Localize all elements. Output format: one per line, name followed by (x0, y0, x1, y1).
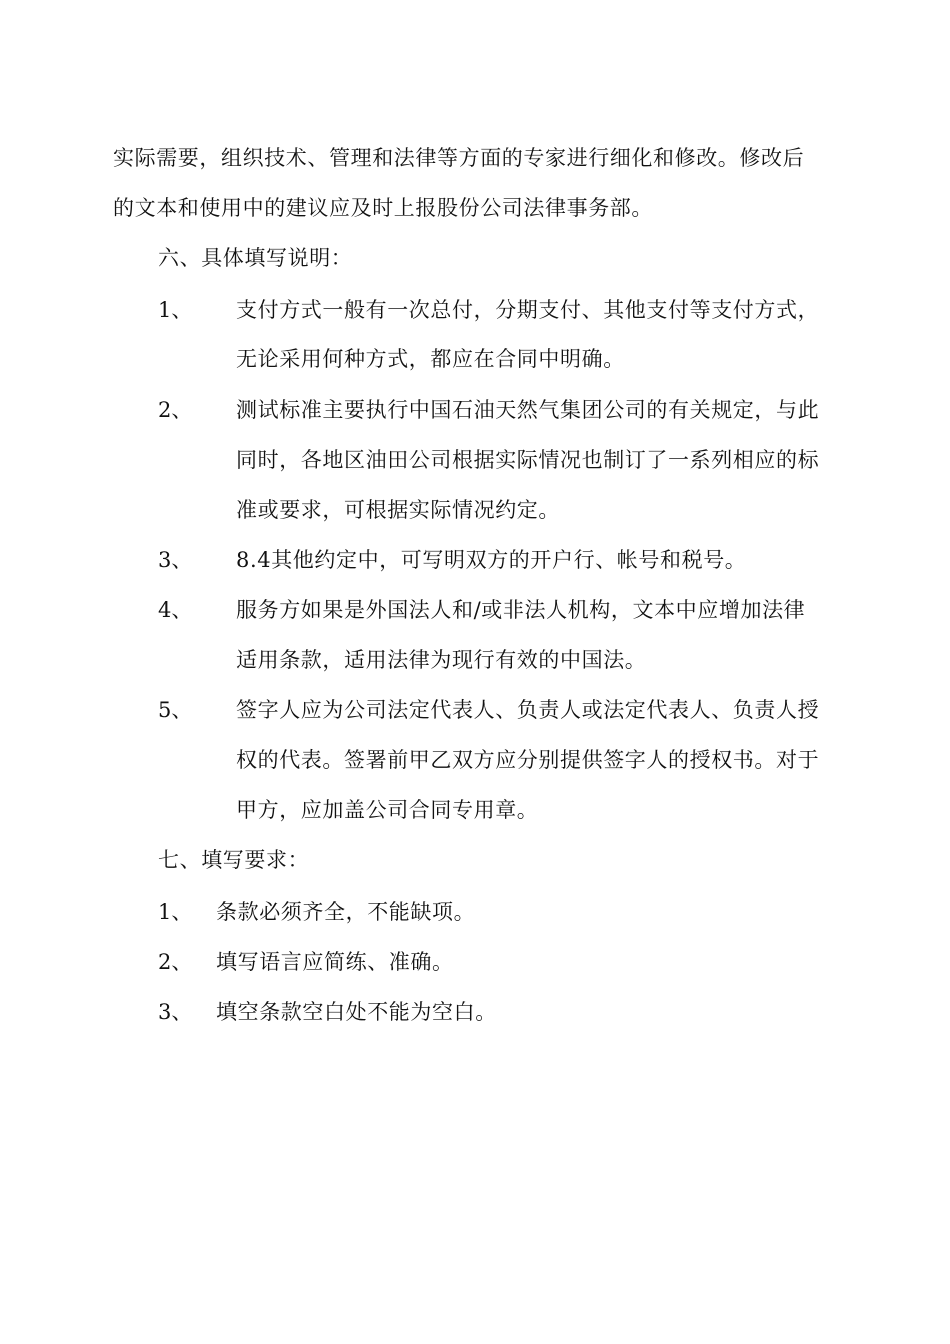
list-number: 2、 (158, 950, 193, 974)
list-number: 1、 (158, 298, 193, 322)
list-item-line: 条款必须齐全，不能缺项。 (216, 900, 476, 924)
paragraph-line: 的文本和使用中的建议应及时上报股份公司法律事务部。 (113, 196, 653, 220)
section-heading: 七、填写要求： (158, 848, 310, 872)
list-item-line: 填写语言应简练、准确。 (216, 950, 454, 974)
list-number: 3、 (158, 548, 193, 572)
list-item-line: 测试标准主要执行中国石油天然气集团公司的有关规定，与此 (236, 398, 820, 422)
list-number: 3、 (158, 1000, 193, 1024)
list-item-line: 服务方如果是外国法人和/或非法人机构，文本中应增加法律 (236, 598, 806, 622)
list-item-line: 甲方，应加盖公司合同专用章。 (236, 798, 539, 822)
list-item-line: 准或要求，可根据实际情况约定。 (236, 498, 560, 522)
paragraph-line: 实际需要，组织技术、管理和法律等方面的专家进行细化和修改。修改后 (113, 146, 805, 170)
list-item-line: 签字人应为公司法定代表人、负责人或法定代表人、负责人授 (236, 698, 820, 722)
section-heading: 六、具体填写说明： (158, 246, 353, 270)
list-item-line: 同时，各地区油田公司根据实际情况也制订了一系列相应的标 (236, 448, 820, 472)
list-number: 5、 (158, 698, 193, 722)
list-number: 1、 (158, 900, 193, 924)
list-item-line: 支付方式一般有一次总付，分期支付、其他支付等支付方式， (236, 298, 820, 322)
list-item-line: 适用条款，适用法律为现行有效的中国法。 (236, 648, 647, 672)
list-item-line: 8.4其他约定中，可写明双方的开户行、帐号和税号。 (236, 548, 747, 572)
list-item-line: 填空条款空白处不能为空白。 (216, 1000, 497, 1024)
list-item-line: 权的代表。签署前甲乙双方应分别提供签字人的授权书。对于 (236, 748, 820, 772)
list-number: 2、 (158, 398, 193, 422)
list-item-line: 无论采用何种方式，都应在合同中明确。 (236, 347, 625, 371)
list-number: 4、 (158, 598, 193, 622)
